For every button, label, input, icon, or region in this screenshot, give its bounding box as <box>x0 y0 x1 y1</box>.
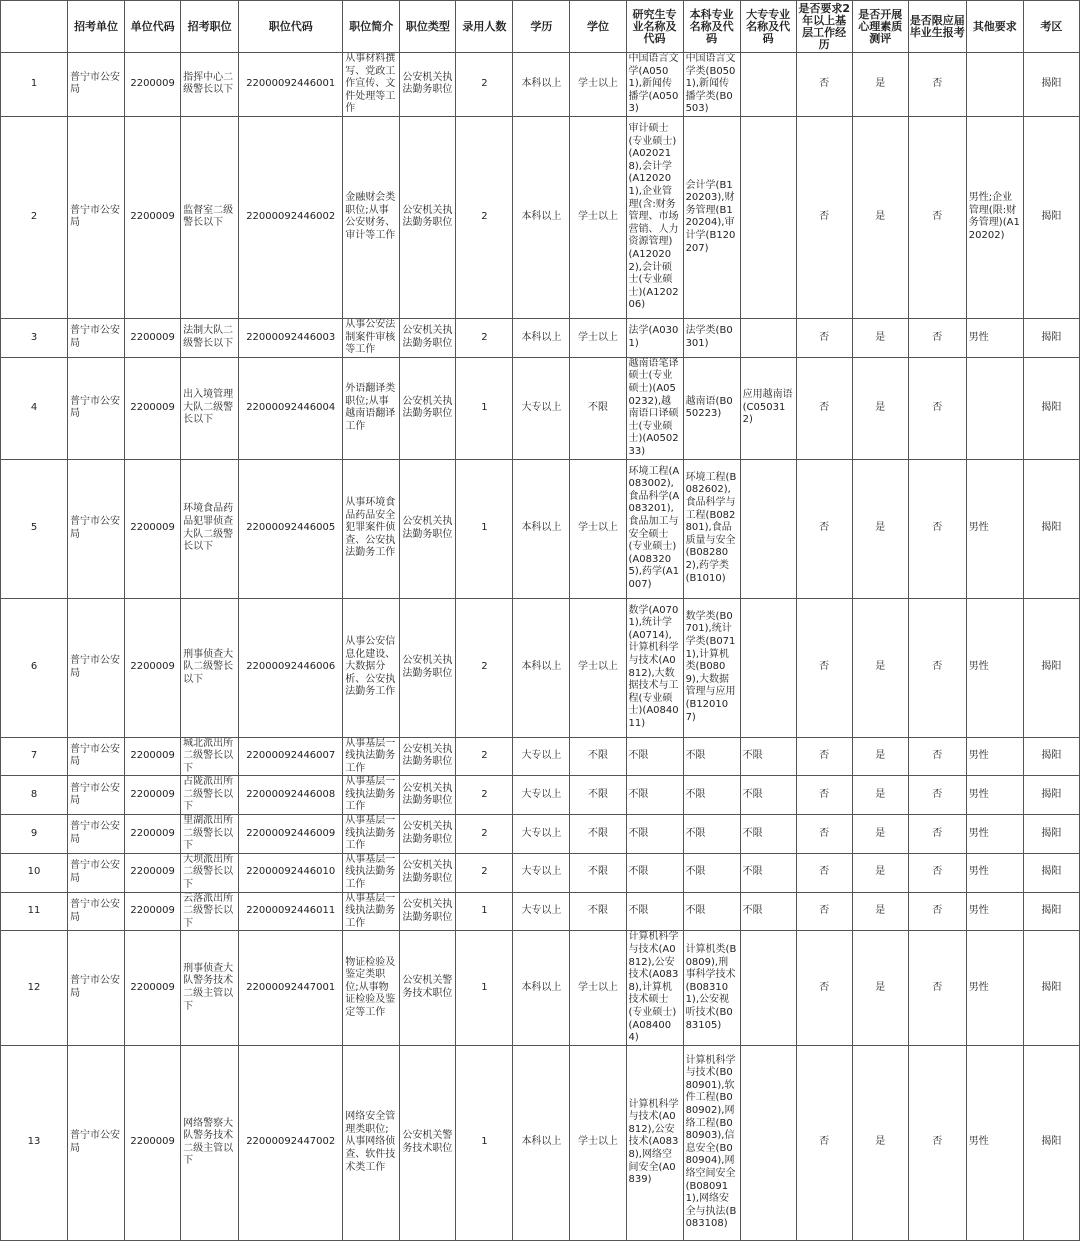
header-cell-count: 录用人数 <box>456 1 513 53</box>
header-cell-work-experience: 是否要求2年以上基层工作经历 <box>796 1 852 53</box>
cell-fresh-graduate: 否 <box>908 357 966 459</box>
cell-graduate-major: 计算机科学与技术(A0812),公安技术(A0838),网络空间安全(A0839) <box>626 1045 683 1240</box>
cell-exam-area: 揭阳 <box>1023 853 1079 892</box>
cell-intro: 从事基层一线执法勤务工作 <box>343 815 400 854</box>
cell-graduate-major: 不限 <box>626 892 683 931</box>
cell-intro: 从事基层一线执法勤务工作 <box>343 892 400 931</box>
cell-exam-area: 揭阳 <box>1023 892 1079 931</box>
cell-type: 公安机关警务技术职位 <box>400 931 456 1045</box>
cell-fresh-graduate: 否 <box>908 892 966 931</box>
header-cell-exam-area: 考区 <box>1023 1 1079 53</box>
cell-other-requirements <box>966 53 1023 117</box>
cell-other-requirements: 男性 <box>966 459 1023 598</box>
cell-unit-code: 2200009 <box>125 357 181 459</box>
cell-position: 法制大队二级警长以下 <box>181 318 239 357</box>
table-row <box>1 318 1080 357</box>
cell-bachelor-major: 不限 <box>683 776 740 815</box>
cell-exam-area: 揭阳 <box>1023 116 1079 318</box>
cell-type: 公安机关执法勤务职位 <box>400 53 456 117</box>
cell-type: 公安机关执法勤务职位 <box>400 318 456 357</box>
cell-psych-test: 是 <box>852 459 908 598</box>
cell-count: 2 <box>456 815 513 854</box>
cell-intro: 从事环境食品药品安全犯罪案件侦查、公安执法勤务工作 <box>343 459 400 598</box>
cell-exam-area: 揭阳 <box>1023 815 1079 854</box>
cell-work-experience: 否 <box>796 892 852 931</box>
cell-graduate-major: 环境工程(A083002),食品科学(A083201),食品加工与安全硕士(专业硕士)(A083205),药学(A1007) <box>626 459 683 598</box>
cell-count: 2 <box>456 853 513 892</box>
cell-position: 网络警察大队警务技术二级主管以下 <box>181 1045 239 1240</box>
header-cell-psych-test: 是否开展心理素质测评 <box>852 1 908 53</box>
cell-education: 大专以上 <box>513 815 570 854</box>
cell-type: 公安机关执法勤务职位 <box>400 737 456 776</box>
cell-psych-test: 是 <box>852 892 908 931</box>
cell-exam-area: 揭阳 <box>1023 459 1079 598</box>
cell-degree: 学士以上 <box>570 116 626 318</box>
row-index: 8 <box>1 776 68 815</box>
cell-bachelor-major: 不限 <box>683 892 740 931</box>
table-row <box>1 116 1080 318</box>
cell-education: 大专以上 <box>513 853 570 892</box>
cell-fresh-graduate: 否 <box>908 931 966 1045</box>
cell-position: 出入境管理大队二级警长以下 <box>181 357 239 459</box>
cell-graduate-major: 不限 <box>626 737 683 776</box>
cell-position: 监督室二级警长以下 <box>181 116 239 318</box>
cell-graduate-major: 数学(A0701),统计学(A0714),计算机科学与技术(A0812),大数据技术与工程(专业硕士)(A084011) <box>626 598 683 737</box>
cell-college-major <box>740 318 796 357</box>
cell-exam-area: 揭阳 <box>1023 357 1079 459</box>
cell-position-code: 22000092446006 <box>239 598 343 737</box>
cell-unit: 普宁市公安局 <box>68 318 125 357</box>
cell-college-major: 不限 <box>740 853 796 892</box>
cell-count: 1 <box>456 892 513 931</box>
cell-type: 公安机关执法勤务职位 <box>400 815 456 854</box>
cell-position-code: 22000092447002 <box>239 1045 343 1240</box>
cell-unit: 普宁市公安局 <box>68 737 125 776</box>
cell-unit-code: 2200009 <box>125 892 181 931</box>
header-cell-degree: 学位 <box>570 1 626 53</box>
cell-bachelor-major: 会计学(B120203),财务管理(B120204),审计学(B120207) <box>683 116 740 318</box>
cell-type: 公安机关执法勤务职位 <box>400 357 456 459</box>
cell-fresh-graduate: 否 <box>908 459 966 598</box>
cell-position-code: 22000092446003 <box>239 318 343 357</box>
table-row <box>1 931 1080 1045</box>
cell-unit: 普宁市公安局 <box>68 815 125 854</box>
table-row <box>1 737 1080 776</box>
cell-count: 2 <box>456 53 513 117</box>
cell-unit: 普宁市公安局 <box>68 853 125 892</box>
cell-type: 公安机关执法勤务职位 <box>400 776 456 815</box>
cell-education: 本科以上 <box>513 1045 570 1240</box>
cell-position: 指挥中心二级警长以下 <box>181 53 239 117</box>
table-row <box>1 776 1080 815</box>
cell-psych-test: 是 <box>852 776 908 815</box>
cell-unit-code: 2200009 <box>125 737 181 776</box>
cell-exam-area: 揭阳 <box>1023 53 1079 117</box>
cell-degree: 不限 <box>570 357 626 459</box>
cell-work-experience: 否 <box>796 357 852 459</box>
cell-education: 大专以上 <box>513 737 570 776</box>
cell-degree: 不限 <box>570 776 626 815</box>
cell-work-experience: 否 <box>796 598 852 737</box>
cell-intro: 从事公安法制案件审核等工作 <box>343 318 400 357</box>
cell-graduate-major: 越南语笔译硕士(专业硕士)(A050232),越南语口译硕士(专业硕士)(A050233) <box>626 357 683 459</box>
cell-position-code: 22000092446002 <box>239 116 343 318</box>
header-cell-graduate-major: 研究生专业名称及代码 <box>626 1 683 53</box>
cell-position-code: 22000092446001 <box>239 53 343 117</box>
cell-unit: 普宁市公安局 <box>68 598 125 737</box>
cell-position: 环境食品药品犯罪侦查大队二级警长以下 <box>181 459 239 598</box>
cell-position: 云落派出所二级警长以下 <box>181 892 239 931</box>
cell-education: 本科以上 <box>513 459 570 598</box>
cell-work-experience: 否 <box>796 318 852 357</box>
cell-graduate-major: 不限 <box>626 776 683 815</box>
row-index: 1 <box>1 53 68 117</box>
cell-position-code: 22000092446011 <box>239 892 343 931</box>
cell-type: 公安机关警务技术职位 <box>400 1045 456 1240</box>
cell-other-requirements: 男性 <box>966 815 1023 854</box>
cell-intro: 从事基层一线执法勤务工作 <box>343 737 400 776</box>
cell-work-experience: 否 <box>796 737 852 776</box>
cell-count: 1 <box>456 1045 513 1240</box>
cell-other-requirements: 男性 <box>966 892 1023 931</box>
header-cell-unit: 招考单位 <box>68 1 125 53</box>
cell-other-requirements: 男性 <box>966 598 1023 737</box>
cell-unit-code: 2200009 <box>125 459 181 598</box>
cell-count: 2 <box>456 737 513 776</box>
table-row <box>1 357 1080 459</box>
cell-bachelor-major: 计算机类(B0809),刑事科学技术(B083101),公安视听技术(B083105) <box>683 931 740 1045</box>
cell-position: 刑事侦查大队警务技术二级主管以下 <box>181 931 239 1045</box>
cell-unit-code: 2200009 <box>125 776 181 815</box>
cell-psych-test: 是 <box>852 116 908 318</box>
row-index: 11 <box>1 892 68 931</box>
cell-fresh-graduate: 否 <box>908 1045 966 1240</box>
cell-fresh-graduate: 否 <box>908 598 966 737</box>
cell-college-major <box>740 459 796 598</box>
cell-bachelor-major: 环境工程(B082602),食品科学与工程(B082801),食品质量与安全(B082802),药学类(B1010) <box>683 459 740 598</box>
cell-fresh-graduate: 否 <box>908 116 966 318</box>
cell-college-major <box>740 116 796 318</box>
cell-fresh-graduate: 否 <box>908 53 966 117</box>
cell-intro: 从事基层一线执法勤务工作 <box>343 853 400 892</box>
header-cell-fresh-graduate: 是否限应届毕业生报考 <box>908 1 966 53</box>
table-row <box>1 1045 1080 1240</box>
cell-unit: 普宁市公安局 <box>68 53 125 117</box>
header-cell-index <box>1 1 68 53</box>
cell-college-major: 不限 <box>740 815 796 854</box>
cell-position-code: 22000092446008 <box>239 776 343 815</box>
cell-position-code: 22000092446004 <box>239 357 343 459</box>
cell-psych-test: 是 <box>852 853 908 892</box>
cell-unit-code: 2200009 <box>125 815 181 854</box>
cell-intro: 外语翻译类职位;从事越南语翻译工作 <box>343 357 400 459</box>
cell-count: 2 <box>456 318 513 357</box>
cell-work-experience: 否 <box>796 931 852 1045</box>
cell-degree: 学士以上 <box>570 598 626 737</box>
cell-exam-area: 揭阳 <box>1023 598 1079 737</box>
cell-exam-area: 揭阳 <box>1023 1045 1079 1240</box>
header-row <box>1 1 1080 53</box>
cell-college-major <box>740 1045 796 1240</box>
cell-other-requirements: 男性 <box>966 776 1023 815</box>
table-row <box>1 459 1080 598</box>
cell-work-experience: 否 <box>796 853 852 892</box>
cell-college-major: 不限 <box>740 892 796 931</box>
cell-degree: 不限 <box>570 815 626 854</box>
cell-type: 公安机关执法勤务职位 <box>400 116 456 318</box>
cell-work-experience: 否 <box>796 459 852 598</box>
cell-degree: 学士以上 <box>570 459 626 598</box>
header-cell-intro: 职位简介 <box>343 1 400 53</box>
header-cell-college-major: 大专专业名称及代码 <box>740 1 796 53</box>
cell-degree: 学士以上 <box>570 931 626 1045</box>
cell-position-code: 22000092446009 <box>239 815 343 854</box>
cell-bachelor-major: 法学类(B0301) <box>683 318 740 357</box>
cell-bachelor-major: 不限 <box>683 737 740 776</box>
cell-education: 本科以上 <box>513 598 570 737</box>
cell-position-code: 22000092446007 <box>239 737 343 776</box>
cell-work-experience: 否 <box>796 1045 852 1240</box>
cell-type: 公安机关执法勤务职位 <box>400 459 456 598</box>
row-index: 12 <box>1 931 68 1045</box>
cell-other-requirements: 男性 <box>966 737 1023 776</box>
cell-bachelor-major: 中国语言文学类(B0501),新闻传播学类(B0503) <box>683 53 740 117</box>
row-index: 7 <box>1 737 68 776</box>
cell-work-experience: 否 <box>796 116 852 318</box>
cell-education: 大专以上 <box>513 892 570 931</box>
cell-psych-test: 是 <box>852 598 908 737</box>
cell-graduate-major: 法学(A0301) <box>626 318 683 357</box>
cell-education: 本科以上 <box>513 931 570 1045</box>
cell-bachelor-major: 计算机科学与技术(B080901),软件工程(B080902),网络工程(B080903),信息安全(B080904),网络空间安全(B080911),网络安全与执法(B083108) <box>683 1045 740 1240</box>
cell-other-requirements: 男性;企业管理(限:财务管理)(A120202) <box>966 116 1023 318</box>
cell-work-experience: 否 <box>796 53 852 117</box>
cell-unit: 普宁市公安局 <box>68 892 125 931</box>
cell-unit-code: 2200009 <box>125 598 181 737</box>
cell-unit-code: 2200009 <box>125 1045 181 1240</box>
cell-graduate-major: 不限 <box>626 815 683 854</box>
cell-degree: 学士以上 <box>570 318 626 357</box>
cell-count: 2 <box>456 776 513 815</box>
cell-bachelor-major: 数学类(B0701),统计学类(B0711),计算机类(B0809),大数据管理与应用(B120107) <box>683 598 740 737</box>
row-index: 9 <box>1 815 68 854</box>
cell-psych-test: 是 <box>852 1045 908 1240</box>
cell-psych-test: 是 <box>852 815 908 854</box>
table-row <box>1 815 1080 854</box>
cell-graduate-major: 审计硕士(专业硕士)(A020218),会计学(A120201),企业管理(含:财务管理、市场营销、人力资源管理)(A120202),会计硕士(专业硕士)(A120206) <box>626 116 683 318</box>
cell-position: 城北派出所二级警长以下 <box>181 737 239 776</box>
cell-fresh-graduate: 否 <box>908 318 966 357</box>
cell-education: 本科以上 <box>513 116 570 318</box>
cell-fresh-graduate: 否 <box>908 737 966 776</box>
cell-other-requirements: 男性 <box>966 931 1023 1045</box>
cell-education: 本科以上 <box>513 318 570 357</box>
cell-work-experience: 否 <box>796 776 852 815</box>
cell-position: 占陇派出所二级警长以下 <box>181 776 239 815</box>
cell-intro: 从事公安信息化建设、大数据分析、公安执法勤务工作 <box>343 598 400 737</box>
cell-unit-code: 2200009 <box>125 318 181 357</box>
cell-graduate-major: 不限 <box>626 853 683 892</box>
row-index: 6 <box>1 598 68 737</box>
cell-exam-area: 揭阳 <box>1023 318 1079 357</box>
cell-unit: 普宁市公安局 <box>68 116 125 318</box>
cell-fresh-graduate: 否 <box>908 776 966 815</box>
cell-count: 1 <box>456 931 513 1045</box>
cell-psych-test: 是 <box>852 318 908 357</box>
cell-unit: 普宁市公安局 <box>68 776 125 815</box>
cell-count: 1 <box>456 357 513 459</box>
cell-exam-area: 揭阳 <box>1023 931 1079 1045</box>
cell-intro: 从事材料撰写、党政工作宣传、文件处理等工作 <box>343 53 400 117</box>
cell-intro: 金融财会类职位;从事公安财务、审计等工作 <box>343 116 400 318</box>
cell-unit-code: 2200009 <box>125 116 181 318</box>
header-cell-education: 学历 <box>513 1 570 53</box>
cell-psych-test: 是 <box>852 357 908 459</box>
cell-unit: 普宁市公安局 <box>68 931 125 1045</box>
cell-count: 2 <box>456 116 513 318</box>
cell-count: 2 <box>456 598 513 737</box>
cell-graduate-major: 计算机科学与技术(A0812),公安技术(A0838),计算机技术硕士(专业硕士)(A084004) <box>626 931 683 1045</box>
cell-degree: 不限 <box>570 737 626 776</box>
cell-education: 大专以上 <box>513 357 570 459</box>
cell-unit-code: 2200009 <box>125 853 181 892</box>
cell-intro: 网络安全管理类职位;从事网络侦查、软件技术类工作 <box>343 1045 400 1240</box>
table-row <box>1 853 1080 892</box>
row-index: 10 <box>1 853 68 892</box>
table-row <box>1 53 1080 117</box>
cell-exam-area: 揭阳 <box>1023 776 1079 815</box>
cell-college-major <box>740 598 796 737</box>
header-cell-unit-code: 单位代码 <box>125 1 181 53</box>
cell-college-major: 应用越南语(C050312) <box>740 357 796 459</box>
cell-bachelor-major: 越南语(B050223) <box>683 357 740 459</box>
cell-degree: 不限 <box>570 892 626 931</box>
cell-fresh-graduate: 否 <box>908 815 966 854</box>
cell-intro: 从事基层一线执法勤务工作 <box>343 776 400 815</box>
cell-intro: 物证检验及鉴定类职位;从事物证检验及鉴定等工作 <box>343 931 400 1045</box>
row-index: 5 <box>1 459 68 598</box>
cell-graduate-major: 中国语言文学(A0501),新闻传播学(A0503) <box>626 53 683 117</box>
cell-unit: 普宁市公安局 <box>68 459 125 598</box>
header-cell-type: 职位类型 <box>400 1 456 53</box>
row-index: 4 <box>1 357 68 459</box>
table-row <box>1 598 1080 737</box>
cell-other-requirements: 男性 <box>966 318 1023 357</box>
cell-unit-code: 2200009 <box>125 931 181 1045</box>
header-cell-position-code: 职位代码 <box>239 1 343 53</box>
row-index: 2 <box>1 116 68 318</box>
cell-position: 里湖派出所二级警长以下 <box>181 815 239 854</box>
cell-type: 公安机关执法勤务职位 <box>400 892 456 931</box>
table-row <box>1 892 1080 931</box>
cell-psych-test: 是 <box>852 931 908 1045</box>
cell-unit-code: 2200009 <box>125 53 181 117</box>
cell-education: 大专以上 <box>513 776 570 815</box>
cell-unit: 普宁市公安局 <box>68 1045 125 1240</box>
cell-college-major <box>740 931 796 1045</box>
cell-psych-test: 是 <box>852 737 908 776</box>
cell-other-requirements: 男性 <box>966 1045 1023 1240</box>
cell-fresh-graduate: 否 <box>908 853 966 892</box>
header-cell-other-requirements: 其他要求 <box>966 1 1023 53</box>
cell-type: 公安机关执法勤务职位 <box>400 853 456 892</box>
cell-other-requirements <box>966 357 1023 459</box>
cell-education: 本科以上 <box>513 53 570 117</box>
cell-other-requirements: 男性 <box>966 853 1023 892</box>
cell-degree: 学士以上 <box>570 53 626 117</box>
cell-count: 1 <box>456 459 513 598</box>
cell-bachelor-major: 不限 <box>683 853 740 892</box>
cell-unit: 普宁市公安局 <box>68 357 125 459</box>
cell-degree: 不限 <box>570 853 626 892</box>
cell-college-major: 不限 <box>740 776 796 815</box>
header-cell-bachelor-major: 本科专业名称及代码 <box>683 1 740 53</box>
row-index: 13 <box>1 1045 68 1240</box>
cell-bachelor-major: 不限 <box>683 815 740 854</box>
cell-position: 大坝派出所二级警长以下 <box>181 853 239 892</box>
cell-position-code: 22000092447001 <box>239 931 343 1045</box>
cell-college-major: 不限 <box>740 737 796 776</box>
header-cell-position: 招考职位 <box>181 1 239 53</box>
cell-position-code: 22000092446005 <box>239 459 343 598</box>
cell-degree: 学士以上 <box>570 1045 626 1240</box>
cell-position-code: 22000092446010 <box>239 853 343 892</box>
cell-position: 刑事侦查大队二级警长以下 <box>181 598 239 737</box>
cell-psych-test: 是 <box>852 53 908 117</box>
cell-type: 公安机关执法勤务职位 <box>400 598 456 737</box>
row-index: 3 <box>1 318 68 357</box>
cell-college-major <box>740 53 796 117</box>
cell-exam-area: 揭阳 <box>1023 737 1079 776</box>
cell-work-experience: 否 <box>796 815 852 854</box>
